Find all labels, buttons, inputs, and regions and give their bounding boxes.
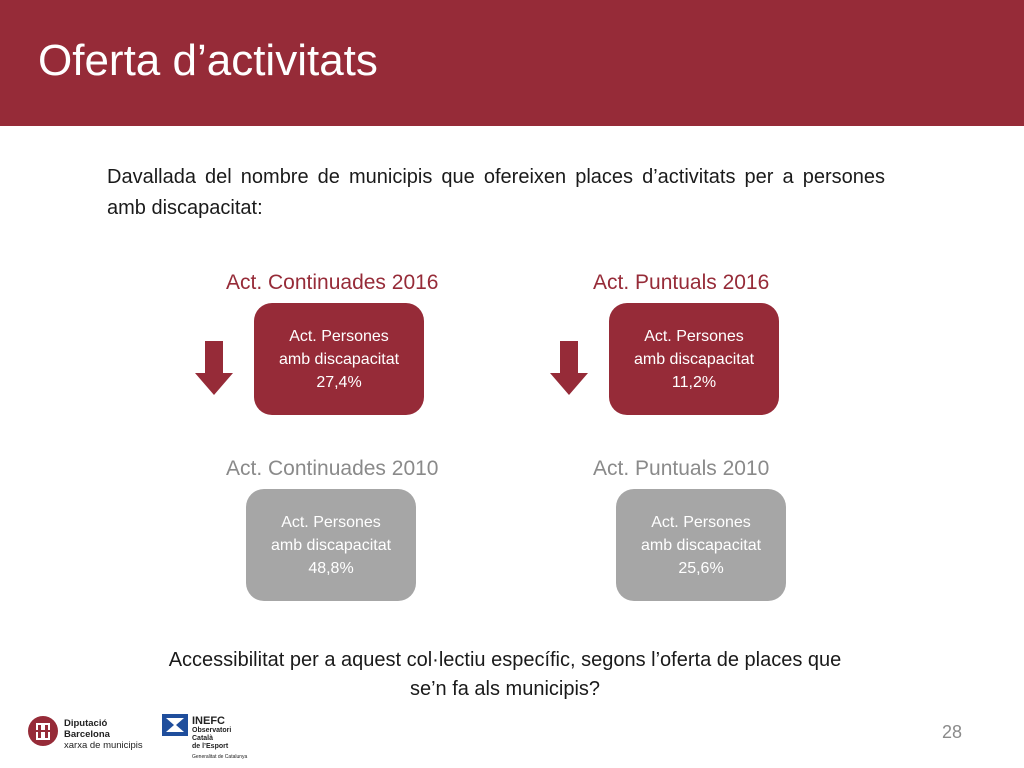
inefc-line4: de l’Esport bbox=[192, 743, 229, 750]
title-bar bbox=[0, 0, 1024, 126]
inefc-line1: INEFC bbox=[192, 715, 225, 727]
diputacio-line2: Barcelona bbox=[64, 729, 110, 740]
inefc-logo bbox=[162, 712, 272, 764]
box-value: 27,4% bbox=[316, 373, 362, 391]
question-line1: Accessibilitat per a aquest col·lectiu específic, segons l’oferta de places que bbox=[168, 649, 842, 671]
page-title: Oferta d’activitats bbox=[38, 36, 378, 85]
question-line2: se’n fa als municipis? bbox=[409, 678, 601, 700]
box-value: 48,8% bbox=[308, 559, 354, 577]
box-line1: Act. Persones bbox=[651, 513, 751, 531]
label-puntuals-2016: Act. Puntuals 2016 bbox=[593, 271, 770, 294]
box-continuades-2010 bbox=[246, 489, 416, 601]
box-continuades-2016 bbox=[254, 303, 424, 415]
box-puntuals-2016 bbox=[609, 303, 779, 415]
inefc-line3: Català bbox=[192, 735, 214, 742]
inefc-line2: Observatori bbox=[192, 727, 232, 734]
label-puntuals-2010: Act. Puntuals 2010 bbox=[593, 457, 770, 480]
box-value: 11,2% bbox=[671, 373, 717, 391]
box-line1: Act. Persones bbox=[281, 513, 381, 531]
diputacio-line3: xarxa de municipis bbox=[64, 740, 143, 751]
diputacio-text bbox=[64, 718, 143, 751]
intro-text: Davallada del nombre de municipis que ofereixen places d’activitats per a persones amb discapacitat: bbox=[107, 166, 885, 219]
box-line2: amb discapacitat bbox=[633, 350, 755, 368]
box-puntuals-2010 bbox=[616, 489, 786, 601]
label-continuades-2016: Act. Continuades 2016 bbox=[226, 271, 439, 294]
box-value: 25,6% bbox=[678, 559, 724, 577]
diputacio-logo-icon bbox=[28, 716, 58, 746]
box-line2: amb discapacitat bbox=[270, 536, 392, 554]
box-line2: amb discapacitat bbox=[278, 350, 400, 368]
down-arrow-icon bbox=[550, 341, 588, 395]
diputacio-logo bbox=[28, 712, 168, 752]
page-number: 28 bbox=[941, 722, 962, 742]
box-line1: Act. Persones bbox=[289, 327, 389, 345]
diputacio-line1: Diputació bbox=[64, 718, 108, 729]
inefc-logo-icon bbox=[162, 714, 188, 736]
inefc-line5: Generalitat de Catalunya bbox=[192, 754, 248, 760]
down-arrow-icon bbox=[195, 341, 233, 395]
box-line1: Act. Persones bbox=[644, 327, 744, 345]
box-line2: amb discapacitat bbox=[640, 536, 762, 554]
inefc-text bbox=[192, 715, 247, 760]
label-continuades-2010: Act. Continuades 2010 bbox=[226, 457, 439, 480]
question-text bbox=[100, 646, 910, 704]
